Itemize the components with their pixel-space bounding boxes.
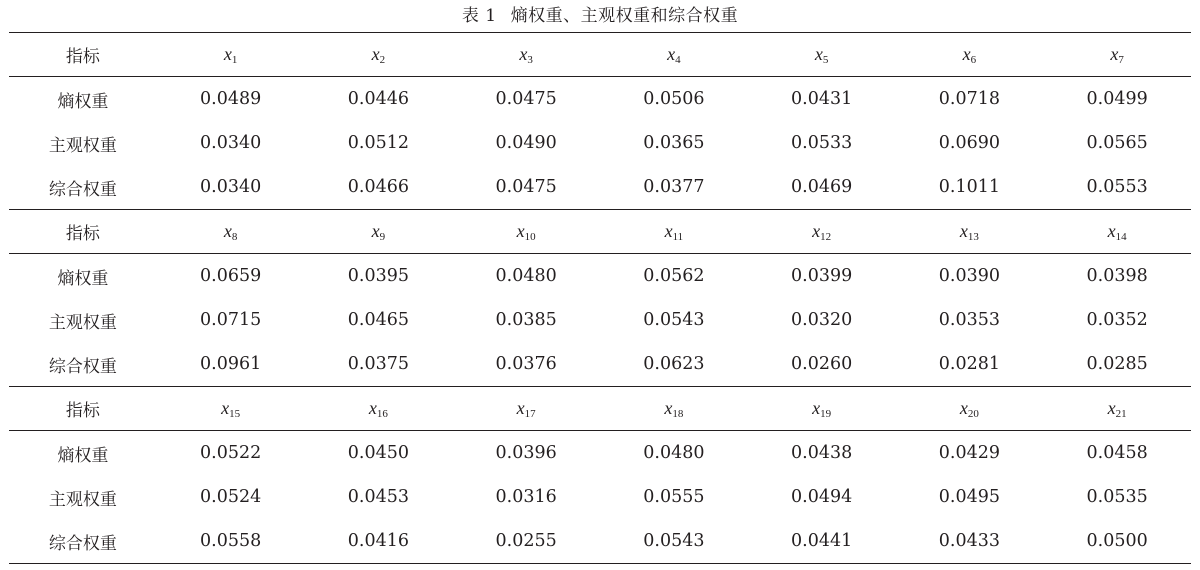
variable-subscript: 7 [1118,53,1124,66]
variable-symbol [963,44,977,64]
value-cell: 0.0453 [347,487,409,507]
value-cell: 0.0353 [938,310,1000,330]
table-block [9,33,1191,209]
value-cell: 0.0385 [495,310,557,330]
table-block [9,209,1191,386]
variable-symbol [815,44,829,64]
variable-subscript: 10 [524,230,536,243]
value-cell: 0.0450 [347,443,409,463]
value-cell: 0.0469 [791,177,853,197]
value-cell: 0.0475 [495,177,557,197]
variable-symbol [1108,398,1127,418]
table-header-row [9,210,1191,254]
table-row [9,165,1191,209]
row-label-cell: 主观权重 [48,489,117,510]
table-row [9,519,1191,563]
value-cell: 0.0316 [495,487,557,507]
variable-symbol [372,221,386,241]
variable-subscript: 13 [967,230,979,243]
value-cell: 0.1011 [938,177,1000,197]
variable-subscript: 5 [822,53,829,66]
variable-symbol [369,398,388,418]
variable-subscript: 17 [524,407,536,420]
variable-header-cell [748,398,896,420]
variable-symbol [517,221,536,241]
variable-header-cell [305,44,453,66]
variable-header-cell [305,221,453,243]
table-header-row [9,33,1191,77]
variable-header-cell [157,44,305,66]
value-cell: 0.0489 [200,89,262,109]
variable-letter: x [667,43,676,64]
variable-header-cell [896,221,1044,243]
variable-subscript: 21 [1115,407,1127,420]
value-cell: 0.0458 [1086,443,1148,463]
variable-letter: x [959,220,968,241]
value-cell: 0.0490 [495,133,557,153]
table-row [9,475,1191,519]
variable-symbol [812,398,831,418]
variable-header-cell [896,398,1044,420]
variable-header-cell [1043,221,1191,243]
variable-letter: x [519,43,528,64]
table-caption-title: 熵权重、主观权重和综合权重 [510,6,739,26]
variable-letter: x [371,220,380,241]
variable-letter: x [1110,43,1119,64]
variable-symbol [812,221,831,241]
variable-header-cell [1043,44,1191,66]
row-label-cell: 综合权重 [48,356,117,377]
row-header-cell: 指标 [65,47,100,67]
value-cell: 0.0512 [347,133,409,153]
variable-symbol [667,44,681,64]
variable-symbol [221,398,240,418]
value-cell: 0.0715 [200,310,262,330]
variable-subscript: 2 [379,53,386,66]
value-cell: 0.0494 [791,487,853,507]
value-cell: 0.0431 [791,89,853,109]
variable-subscript: 11 [672,230,684,243]
value-cell: 0.0376 [495,354,557,374]
variable-subscript: 6 [970,53,977,66]
variable-letter: x [368,397,377,418]
value-cell: 0.0399 [791,266,853,286]
value-cell: 0.0395 [347,266,409,286]
row-label-cell: 综合权重 [48,179,117,200]
variable-letter: x [812,397,821,418]
variable-header-cell [600,221,748,243]
value-cell: 0.0285 [1086,354,1148,374]
value-cell: 0.0398 [1086,266,1148,286]
variable-header-cell [452,44,600,66]
value-cell: 0.0446 [347,89,409,109]
value-cell: 0.0495 [938,487,1000,507]
variable-subscript: 14 [1115,230,1127,243]
value-cell: 0.0466 [347,177,409,197]
variable-header-cell [157,221,305,243]
variable-letter: x [1107,220,1116,241]
variable-letter: x [812,220,821,241]
table-caption-label: 表 1 [461,6,497,26]
variable-symbol [664,398,683,418]
value-cell: 0.0565 [1086,133,1148,153]
variable-letter: x [371,43,380,64]
weights-table [9,32,1191,564]
row-label-cell: 主观权重 [48,135,117,156]
value-cell: 0.0480 [495,266,557,286]
value-cell: 0.0543 [643,310,705,330]
value-cell: 0.0340 [200,177,262,197]
row-label-cell: 熵权重 [57,268,109,289]
row-label-cell: 主观权重 [48,312,117,333]
value-cell: 0.0558 [200,531,262,551]
value-cell: 0.0429 [938,443,1000,463]
table-row [9,254,1191,298]
row-header-cell: 指标 [65,401,100,421]
value-cell: 0.0500 [1086,531,1148,551]
value-cell: 0.0522 [200,443,262,463]
row-label-cell: 熵权重 [57,91,109,112]
variable-letter: x [516,220,525,241]
value-cell: 0.0396 [495,443,557,463]
variable-letter: x [664,220,673,241]
value-cell: 0.0475 [495,89,557,109]
value-cell: 0.0320 [791,310,853,330]
value-cell: 0.0433 [938,531,1000,551]
variable-header-cell [748,44,896,66]
variable-letter: x [516,397,525,418]
variable-symbol [224,44,238,64]
variable-letter: x [223,220,232,241]
table-row [9,121,1191,165]
variable-header-cell [452,221,600,243]
value-cell: 0.0465 [347,310,409,330]
variable-subscript: 19 [820,407,832,420]
variable-header-cell [305,398,453,420]
table-row [9,342,1191,386]
variable-header-cell [896,44,1044,66]
variable-subscript: 1 [231,53,238,66]
variable-subscript: 20 [967,407,979,420]
variable-header-cell [1043,398,1191,420]
value-cell: 0.0506 [643,89,705,109]
table-caption [0,2,1200,30]
variable-symbol [1110,44,1124,64]
variable-header-cell [748,221,896,243]
variable-letter: x [664,397,673,418]
value-cell: 0.0441 [791,531,853,551]
variable-subscript: 18 [672,407,684,420]
value-cell: 0.0480 [643,443,705,463]
variable-symbol [665,221,684,241]
value-cell: 0.0377 [643,177,705,197]
variable-subscript: 9 [379,230,386,243]
value-cell: 0.0281 [938,354,1000,374]
variable-subscript: 15 [229,407,241,420]
variable-header-cell [157,398,305,420]
value-cell: 0.0416 [347,531,409,551]
value-cell: 0.0438 [791,443,853,463]
variable-letter: x [1107,397,1116,418]
variable-symbol [960,221,979,241]
value-cell: 0.0533 [791,133,853,153]
value-cell: 0.0524 [200,487,262,507]
table-row [9,431,1191,475]
row-header-cell: 指标 [65,224,100,244]
value-cell: 0.0659 [200,266,262,286]
value-cell: 0.0260 [791,354,853,374]
row-label-cell: 熵权重 [57,445,109,466]
variable-header-cell [600,44,748,66]
value-cell: 0.0365 [643,133,705,153]
variable-subscript: 12 [820,230,832,243]
value-cell: 0.0543 [643,531,705,551]
value-cell: 0.0555 [643,487,705,507]
variable-header-cell [600,398,748,420]
variable-subscript: 3 [527,53,533,66]
variable-letter: x [223,43,232,64]
variable-symbol [372,44,386,64]
variable-subscript: 4 [675,53,681,66]
variable-subscript: 8 [231,230,238,243]
value-cell: 0.0255 [495,531,557,551]
variable-letter: x [959,397,968,418]
value-cell: 0.0390 [938,266,1000,286]
variable-letter: x [962,43,971,64]
value-cell: 0.0562 [643,266,705,286]
table-row [9,298,1191,342]
variable-letter: x [814,43,823,64]
value-cell: 0.0535 [1086,487,1148,507]
value-cell: 0.0375 [347,354,409,374]
value-cell: 0.0961 [200,354,262,374]
table-row [9,77,1191,121]
table-header-row [9,387,1191,431]
variable-subscript: 16 [376,407,388,420]
value-cell: 0.0718 [938,89,1000,109]
variable-symbol [519,44,533,64]
variable-letter: x [221,397,230,418]
value-cell: 0.0623 [643,354,705,374]
variable-symbol [517,398,536,418]
value-cell: 0.0352 [1086,310,1148,330]
value-cell: 0.0340 [200,133,262,153]
value-cell: 0.0499 [1086,89,1148,109]
variable-symbol [960,398,979,418]
value-cell: 0.0553 [1086,177,1148,197]
value-cell: 0.0690 [938,133,1000,153]
row-label-cell: 综合权重 [48,533,117,554]
variable-symbol [1108,221,1127,241]
variable-symbol [224,221,238,241]
table-block [9,386,1191,563]
variable-header-cell [452,398,600,420]
